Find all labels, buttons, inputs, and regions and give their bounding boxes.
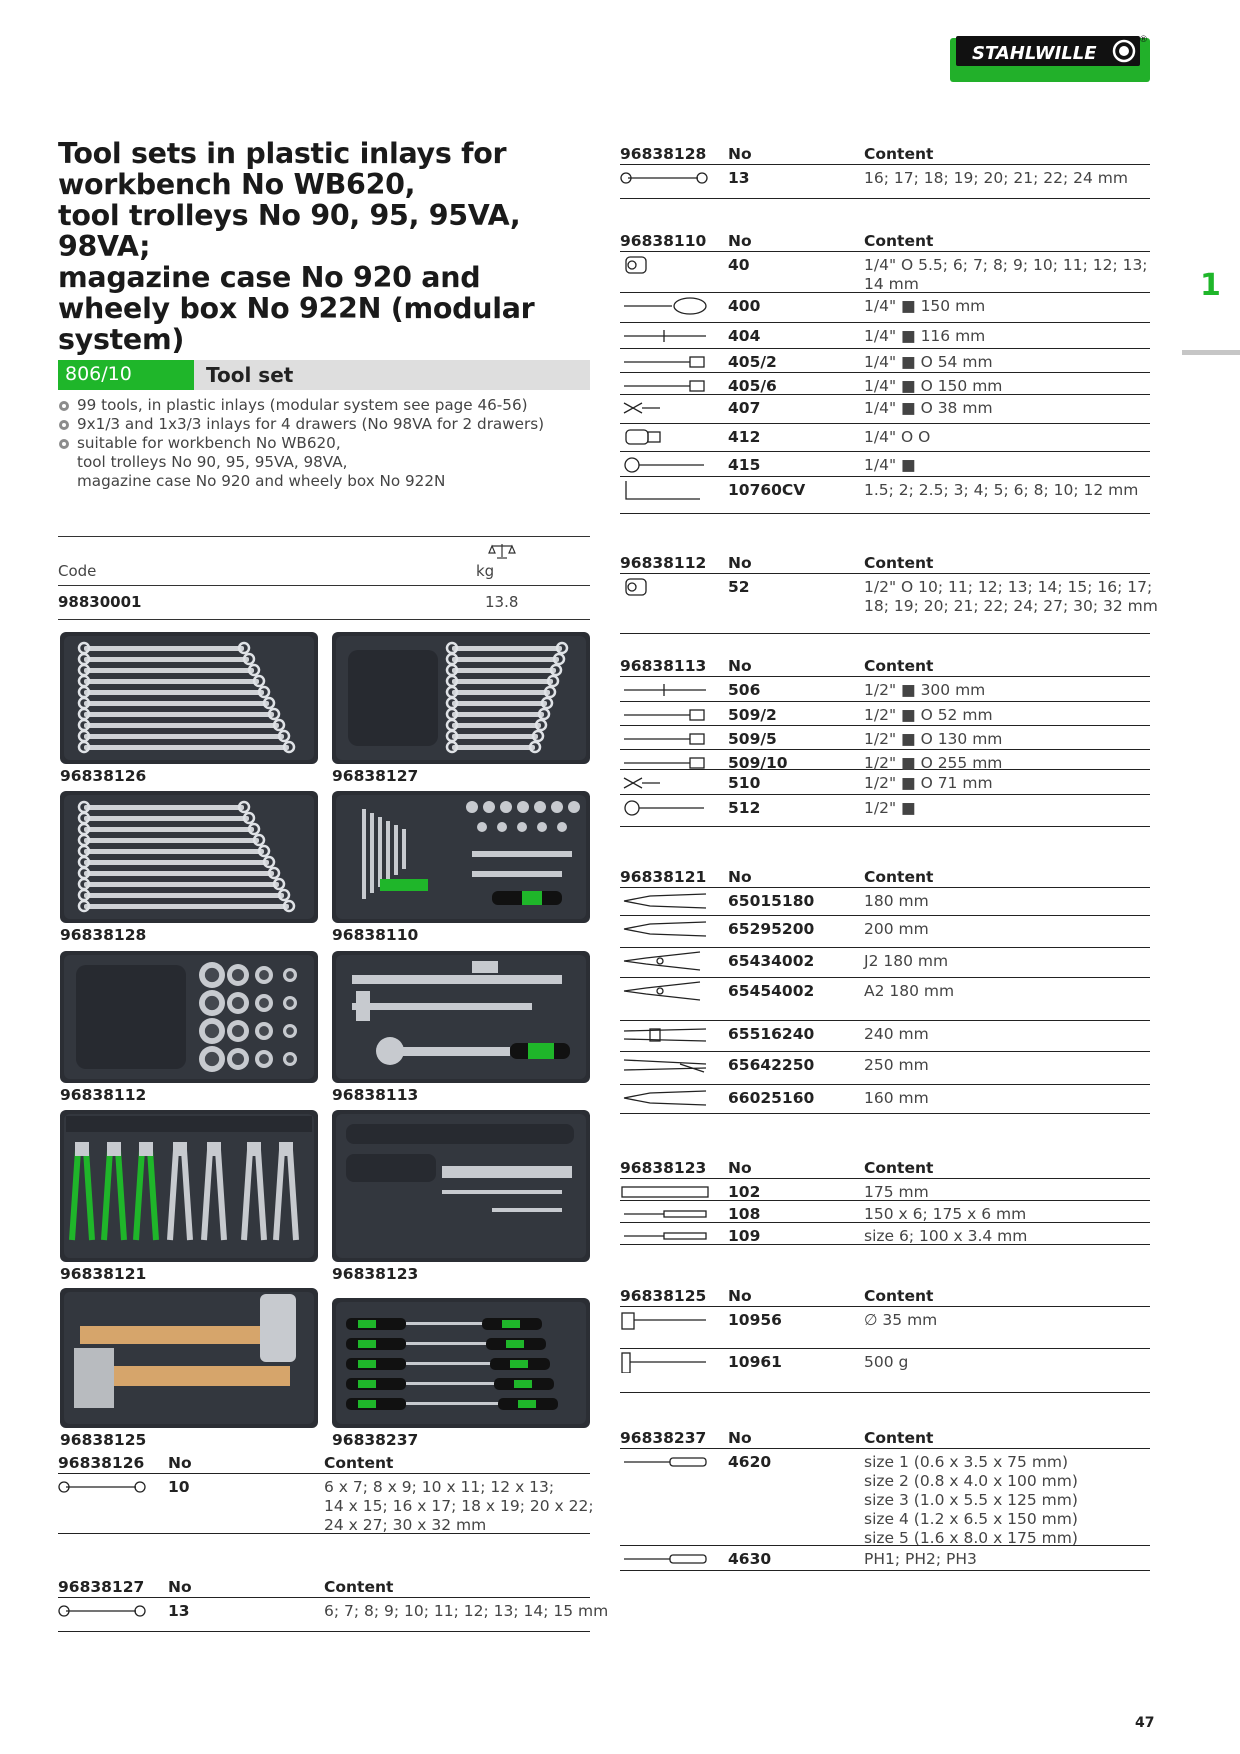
table-row (620, 252, 1150, 293)
item-content (864, 1056, 929, 1075)
spec-table-header (58, 1452, 590, 1474)
item-number: 4620 (728, 1453, 772, 1471)
no-column-label: No (728, 1159, 752, 1177)
table-row (620, 888, 1150, 916)
article-code: 98830001 (58, 593, 142, 611)
content-line: 1/4" ■ 150 mm (864, 297, 986, 315)
item-content (864, 578, 1158, 616)
spec-table-header (620, 1157, 1150, 1179)
photo-caption: 96838127 (332, 767, 419, 785)
stahlwille-logo (948, 30, 1152, 84)
feature-list (58, 396, 590, 491)
code-table-header (58, 536, 590, 586)
photo-caption: 96838237 (332, 1431, 419, 1449)
article-weight: 13.8 (485, 593, 519, 611)
spec-table (620, 230, 1150, 514)
item-number: 40 (728, 256, 750, 274)
spec-table-header (58, 1576, 590, 1598)
table-row (620, 1349, 1150, 1393)
table-row (620, 978, 1150, 1021)
item-content (864, 982, 954, 1001)
content-line: 500 g (864, 1353, 909, 1371)
content-line: 1/4" O 5.5; 6; 7; 8; 9; 10; 11; 12; 13; (864, 256, 1148, 274)
item-content (864, 1025, 929, 1044)
spec-table (620, 143, 1150, 199)
spec-table (620, 1157, 1150, 1245)
universal-joint-icon (620, 772, 710, 794)
inlay-photo (332, 1110, 590, 1262)
locking-pliers-icon (620, 1054, 710, 1076)
item-number: 66025160 (728, 1089, 815, 1107)
item-content (324, 1602, 608, 1621)
content-line: A2 180 mm (864, 982, 955, 1000)
content-line: 160 mm (864, 1089, 929, 1107)
item-number: 509/2 (728, 706, 777, 724)
item-number: 407 (728, 399, 761, 417)
item-number: 65434002 (728, 952, 815, 970)
item-content (864, 1227, 1027, 1246)
spec-table (620, 1427, 1150, 1571)
spec-table-header (620, 143, 1150, 165)
item-number: 65295200 (728, 920, 815, 938)
content-line: 1/4" ■ O 38 mm (864, 399, 993, 417)
content-line: 14 mm (864, 275, 919, 293)
no-column-label: No (728, 554, 752, 572)
item-number: 13 (168, 1602, 190, 1620)
content-line: 240 mm (864, 1025, 929, 1043)
table-row (620, 1085, 1150, 1114)
spec-table-header (620, 1285, 1150, 1307)
item-content (864, 1183, 929, 1202)
bullet-icon (59, 439, 69, 449)
item-number: 415 (728, 456, 761, 474)
table-id: 96838237 (620, 1429, 707, 1447)
item-number: 509/10 (728, 754, 788, 772)
content-line: 200 mm (864, 920, 929, 938)
inlay-photo (332, 951, 590, 1083)
no-column-label: No (728, 232, 752, 250)
adaptor-icon (620, 426, 710, 448)
spec-table-header (620, 655, 1150, 677)
content-line: 18; 19; 20; 21; 22; 24; 27; 30; 32 mm (864, 597, 1158, 615)
content-line: size 2 (0.8 x 4.0 x 100 mm) (864, 1472, 1078, 1490)
content-line: 250 mm (864, 1056, 929, 1074)
table-row (620, 477, 1150, 514)
table-row (620, 948, 1150, 978)
code-column-label: Code (58, 562, 97, 580)
item-content (864, 327, 985, 346)
photo-caption: 96838125 (60, 1431, 147, 1449)
table-row (620, 770, 1150, 795)
item-number: 65516240 (728, 1025, 815, 1043)
table-id: 96838112 (620, 554, 707, 572)
content-line: 1/2" ■ O 52 mm (864, 706, 993, 724)
table-row (620, 750, 1150, 770)
content-line: 6 x 7; 8 x 9; 10 x 11; 12 x 13; (324, 1478, 555, 1496)
inlay-photo (60, 1110, 318, 1262)
content-column-label: Content (864, 1429, 934, 1447)
set-name: Tool set (206, 363, 294, 387)
content-line: PH1; PH2; PH3 (864, 1550, 977, 1568)
content-line: 6; 7; 8; 9; 10; 11; 12; 13; 14; 15 mm (324, 1602, 609, 1620)
inlay-photo (60, 791, 318, 923)
item-content (864, 428, 930, 447)
content-line: 150 x 6; 175 x 6 mm (864, 1205, 1027, 1223)
inlay-photo (332, 791, 590, 923)
item-content (864, 1205, 1026, 1224)
content-column-label: Content (864, 554, 934, 572)
bullet-icon (59, 401, 69, 411)
item-number: 506 (728, 681, 761, 699)
combination-wrench-icon (620, 167, 710, 189)
item-number: 109 (728, 1227, 761, 1245)
table-row (620, 373, 1150, 395)
photo-caption: 96838113 (332, 1086, 419, 1104)
item-number: 405/6 (728, 377, 777, 395)
universal-joint-icon (620, 397, 710, 419)
screwdriver-icon (620, 1451, 710, 1473)
chisel-icon (620, 1181, 710, 1203)
item-content (864, 1353, 908, 1372)
circlip-pliers-icon (620, 950, 710, 972)
content-line: 24 x 27; 30 x 32 mm (324, 1516, 487, 1534)
table-row (620, 1052, 1150, 1085)
item-content (864, 681, 985, 700)
socket-icon (620, 254, 710, 276)
no-column-label: No (168, 1454, 192, 1472)
item-content (864, 1550, 977, 1569)
item-number: 13 (728, 169, 750, 187)
item-content (864, 1089, 929, 1108)
item-content (864, 706, 993, 725)
hex-key-icon (620, 479, 710, 501)
content-line: size 4 (1.2 x 6.5 x 150 mm) (864, 1510, 1078, 1528)
screwdriver-icon (620, 1548, 710, 1570)
content-line: 16; 17; 18; 19; 20; 21; 22; 24 mm (864, 169, 1128, 187)
scale-icon (488, 543, 516, 561)
item-number: 10 (168, 1478, 190, 1496)
content-line: 1/4" ■ 116 mm (864, 327, 986, 345)
item-number: 509/5 (728, 730, 777, 748)
list-item: suitable for workbench No WB620, (58, 434, 590, 453)
item-content (864, 1453, 1078, 1548)
item-number: 10961 (728, 1353, 782, 1371)
photo-caption: 96838121 (60, 1265, 147, 1283)
spec-table-header (620, 552, 1150, 574)
spec-table-header (620, 230, 1150, 252)
table-row (620, 424, 1150, 452)
content-column-label: Content (864, 1287, 934, 1305)
list-item: tool trolleys No 90, 95, 95VA, 98VA, (77, 453, 348, 471)
table-id: 96838113 (620, 657, 707, 675)
content-line: 180 mm (864, 892, 929, 910)
content-line: ∅ 35 mm (864, 1311, 938, 1329)
item-number: 512 (728, 799, 761, 817)
water-pump-pliers-icon (620, 1023, 710, 1045)
content-column-label: Content (324, 1578, 394, 1596)
content-column-label: Content (864, 232, 934, 250)
item-number: 108 (728, 1205, 761, 1223)
content-line: 1/4" O O (864, 428, 931, 446)
item-number: 412 (728, 428, 761, 446)
table-row (620, 293, 1150, 323)
table-row (620, 349, 1150, 373)
item-content (864, 377, 1002, 396)
inlay-photo (60, 632, 318, 764)
spec-table (620, 655, 1150, 827)
content-column-label: Content (864, 145, 934, 163)
circlip-pliers-icon (620, 980, 710, 1002)
list-item: 9x1/3 and 1x3/3 inlays for 4 drawers (No 98VA for 2 drawers) (58, 415, 590, 434)
item-number: 400 (728, 297, 761, 315)
code-table (58, 536, 590, 620)
no-column-label: No (168, 1578, 192, 1596)
item-content (864, 297, 985, 316)
table-id: 96838121 (620, 868, 707, 886)
item-number: 405/2 (728, 353, 777, 371)
table-row (620, 1223, 1150, 1245)
content-column-label: Content (864, 1159, 934, 1177)
content-line: 1/4" ■ O 54 mm (864, 353, 993, 371)
table-row (620, 395, 1150, 424)
table-row (620, 677, 1150, 702)
table-row (620, 1307, 1150, 1349)
item-content (864, 774, 993, 793)
table-id: 96838125 (620, 1287, 707, 1305)
table-row (58, 1598, 609, 1632)
table-row (620, 1201, 1150, 1223)
set-header (58, 360, 590, 390)
page-title: Tool sets in plastic inlays for workbench No WB620, tool trolleys No 90, 95, 95VA, 98VA; magazine case No 920 and wheely box No 922N (modular system) (58, 137, 535, 356)
socket-icon (620, 576, 710, 598)
item-content (324, 1478, 594, 1535)
no-column-label: No (728, 1287, 752, 1305)
item-content (864, 730, 1002, 749)
list-item: magazine case No 920 and wheely box No 922N (77, 472, 446, 490)
ratchet-icon (620, 454, 710, 476)
content-line: 14 x 15; 16 x 17; 18 x 19; 20 x 22; (324, 1497, 594, 1515)
content-line: 1.5; 2; 2.5; 3; 4; 5; 6; 8; 10; 12 mm (864, 481, 1139, 499)
item-content (864, 456, 916, 475)
no-column-label: No (728, 657, 752, 675)
extension-bar-icon (620, 375, 710, 397)
table-row (620, 323, 1150, 349)
extension-bar-icon (620, 728, 710, 750)
item-number: 65015180 (728, 892, 815, 910)
pliers-icon (620, 918, 710, 940)
table-row (58, 1474, 594, 1534)
inlay-photo (332, 1298, 590, 1428)
spec-table (620, 866, 1150, 1114)
item-content (864, 892, 929, 911)
photo-caption: 96838123 (332, 1265, 419, 1283)
table-id: 96838110 (620, 232, 707, 250)
bullet-icon (59, 420, 69, 430)
spec-table (620, 1285, 1150, 1393)
photo-caption: 96838110 (332, 926, 419, 944)
table-row (620, 452, 1150, 477)
content-line: 1/2" ■ O 130 mm (864, 730, 1003, 748)
table-id: 96838123 (620, 1159, 707, 1177)
content-line: 175 mm (864, 1183, 929, 1201)
table-row (620, 916, 1150, 948)
item-content (864, 1311, 937, 1330)
extension-bar-icon (620, 704, 710, 726)
no-column-label: No (728, 1429, 752, 1447)
content-line: size 3 (1.0 x 5.5 x 125 mm) (864, 1491, 1078, 1509)
spec-table (58, 1576, 609, 1632)
item-number: 102 (728, 1183, 761, 1201)
table-id: 96838128 (620, 145, 707, 163)
table-row (620, 726, 1150, 750)
soft-face-hammer-icon (620, 1309, 710, 1331)
extension-bar-icon (620, 351, 710, 373)
sliding-t-handle-icon (620, 679, 710, 701)
content-column-label: Content (864, 868, 934, 886)
combination-wrench-icon (58, 1476, 148, 1498)
photo-caption: 96838126 (60, 767, 147, 785)
item-content (864, 481, 1138, 500)
hammer-icon (620, 1351, 710, 1373)
content-line: 1/2" ■ 300 mm (864, 681, 986, 699)
table-row (620, 795, 1150, 827)
list-item: 99 tools, in plastic inlays (modular system see page 46-56) (58, 396, 590, 415)
content-line: size 6; 100 x 3.4 mm (864, 1227, 1028, 1245)
item-content (864, 799, 916, 818)
item-number: 65642250 (728, 1056, 815, 1074)
item-content (864, 256, 1148, 294)
table-id: 96838126 (58, 1454, 145, 1472)
content-line: 1/2" O 10; 11; 12; 13; 14; 15; 16; 17; (864, 578, 1153, 596)
item-number: 404 (728, 327, 761, 345)
no-column-label: No (728, 868, 752, 886)
chapter-tab-bar (1182, 350, 1240, 355)
item-content (864, 353, 993, 372)
content-line: J2 180 mm (864, 952, 949, 970)
content-line: 1/2" ■ (864, 799, 916, 817)
inlay-photo (332, 632, 590, 764)
table-row (620, 165, 1150, 199)
table-row (620, 1546, 1150, 1571)
no-column-label: No (728, 145, 752, 163)
inlay-photo (60, 951, 318, 1083)
content-line: 1/4" ■ O 150 mm (864, 377, 1003, 395)
item-number: 10760CV (728, 481, 806, 499)
registered-mark: ® (1139, 35, 1148, 45)
content-line: size 1 (0.6 x 3.5 x 75 mm) (864, 1453, 1069, 1471)
pliers-icon (620, 1087, 710, 1109)
content-line: size 5 (1.6 x 8.0 x 175 mm) (864, 1529, 1078, 1547)
sliding-t-handle-icon (620, 325, 710, 347)
content-line: 1/4" ■ (864, 456, 916, 474)
table-row (620, 702, 1150, 726)
item-number: 510 (728, 774, 761, 792)
table-row (620, 1449, 1150, 1546)
spec-table-header (620, 1427, 1150, 1449)
kg-column-label: kg (476, 562, 495, 580)
item-content (864, 952, 948, 971)
table-row (620, 1021, 1150, 1052)
punch-icon (620, 1203, 710, 1225)
screwdriver-handle-icon (620, 295, 710, 317)
content-column-label: Content (324, 1454, 394, 1472)
combination-wrench-icon (58, 1600, 148, 1622)
pliers-icon (620, 890, 710, 912)
item-content (864, 169, 1128, 188)
photo-caption: 96838112 (60, 1086, 147, 1104)
photo-caption: 96838128 (60, 926, 147, 944)
inlay-photo (60, 1288, 318, 1428)
table-id: 96838127 (58, 1578, 145, 1596)
item-number: 10956 (728, 1311, 782, 1329)
brand-name: STAHLWILLE (972, 43, 1097, 64)
ratchet-icon (620, 797, 710, 819)
spec-table (58, 1452, 594, 1534)
spec-table-header (620, 866, 1150, 888)
content-line: 1/2" ■ O 71 mm (864, 774, 993, 792)
content-column-label: Content (864, 657, 934, 675)
punch-icon (620, 1225, 710, 1247)
spec-table (620, 552, 1158, 634)
item-number: 4630 (728, 1550, 772, 1568)
chapter-number: 1 (1200, 268, 1221, 303)
table-row (58, 586, 590, 620)
table-row (620, 574, 1158, 634)
content-line: 1/2" ■ O 255 mm (864, 754, 1003, 772)
table-row (620, 1179, 1150, 1201)
item-number: 52 (728, 578, 750, 596)
set-code: 806/10 (58, 360, 194, 390)
item-content (864, 920, 929, 939)
page-number: 47 (1135, 1715, 1155, 1731)
item-content (864, 399, 993, 418)
item-number: 65454002 (728, 982, 815, 1000)
